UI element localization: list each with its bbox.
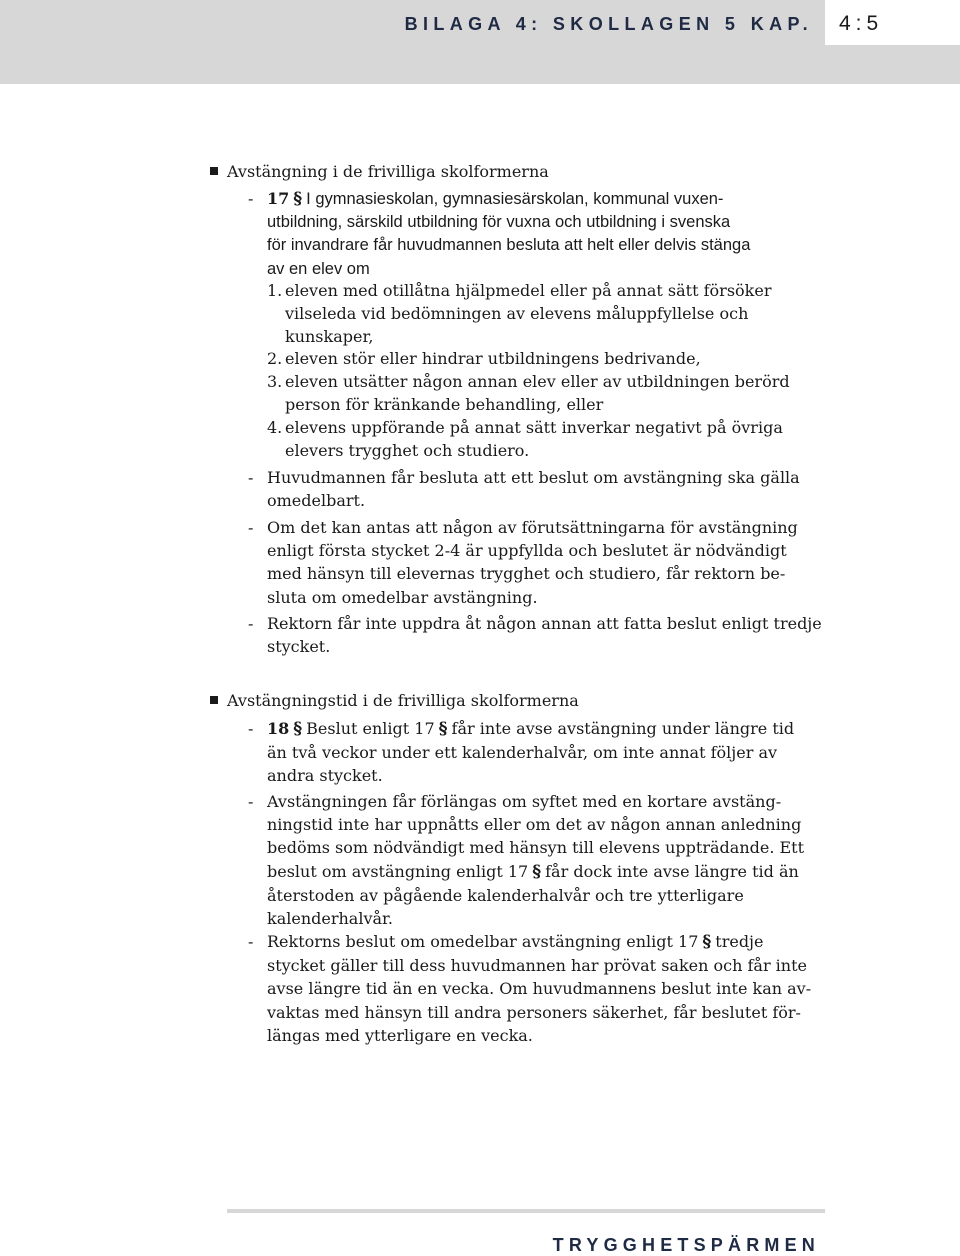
section-heading-text: Avstängning i de frivilliga skolformerna bbox=[227, 162, 549, 181]
section-sign-icon: § bbox=[438, 719, 448, 739]
text-line: Avstängningen får förlängas om syftet med en kortare avstäng- bbox=[267, 792, 782, 811]
text-line: kalenderhalvår. bbox=[267, 909, 393, 929]
footer-title: TRYGGHETSPÄRMEN bbox=[552, 1235, 820, 1255]
text-line: bedöms som nödvändigt med hänsyn till elevens uppträdande. Ett bbox=[267, 838, 805, 858]
bullet-square-icon bbox=[210, 167, 218, 175]
header-title: BILAGA 4: SKOLLAGEN 5 KAP. bbox=[404, 14, 813, 34]
text-line: sluta om omedelbar avstängning. bbox=[267, 587, 538, 607]
text-line: än två veckor under ett kalenderhalvår, om inte annat följer av bbox=[267, 743, 778, 763]
text-line: elevens uppförande på annat sätt inverkar negativt på övriga bbox=[285, 418, 783, 437]
footer-divider bbox=[227, 1209, 825, 1213]
text-line: vaktas med hänsyn till andra personers säkerhet, får beslutet för- bbox=[267, 1002, 801, 1022]
text-line: vilseleda vid bedömningen av elevens måluppfyllelse och bbox=[285, 304, 749, 324]
text-line: enligt första stycket 2-4 är uppfyllda och beslutet är nödvändigt bbox=[267, 541, 787, 561]
text-line: person för kränkande behandling, eller bbox=[285, 395, 604, 415]
dash-bullet: - bbox=[248, 932, 254, 951]
text-line: återstoden av pågående kalenderhalvår och tre ytterligare bbox=[267, 885, 744, 905]
section-sign-icon: § bbox=[293, 189, 303, 209]
page-number: 4:5 bbox=[839, 12, 884, 35]
text-line: stycket gäller till dess huvudmannen har prövat saken och får inte bbox=[267, 956, 807, 976]
text-line: utbildning, särskild utbildning för vuxna och utbildning i svenska bbox=[267, 213, 731, 232]
text-line: avse längre tid än en vecka. Om huvudmannens beslut inte kan av- bbox=[267, 979, 812, 999]
text-line: stycket. bbox=[267, 637, 331, 657]
dash-bullet: - bbox=[248, 719, 254, 738]
text-line: eleven utsätter någon annan elev eller av utbildningen berörd bbox=[285, 372, 790, 391]
dash-bullet: - bbox=[248, 468, 254, 487]
dash-bullet: - bbox=[248, 518, 254, 537]
text-line: får inte avse avstängning under längre tid bbox=[451, 719, 795, 738]
list-number: 2. bbox=[267, 349, 283, 368]
header-band bbox=[0, 0, 960, 84]
text-line: längas med ytterligare en vecka. bbox=[267, 1025, 533, 1045]
text-line: andra stycket. bbox=[267, 766, 383, 786]
text-line: Rektorn får inte uppdra åt någon annan att fatta beslut enligt tredje bbox=[267, 614, 822, 633]
list-number: 4. bbox=[267, 418, 283, 437]
bullet-square-icon bbox=[210, 696, 218, 704]
text-line: beslut om avstängning enligt 17 bbox=[267, 861, 529, 881]
text-line: Beslut enligt 17 bbox=[306, 719, 435, 738]
text-line: kunskaper, bbox=[285, 327, 374, 347]
text-line: Om det kan antas att någon av förutsättningarna för avstängning bbox=[267, 518, 798, 537]
text-line: eleven stör eller hindrar utbildningens bedrivande, bbox=[285, 349, 701, 368]
page-number-box bbox=[825, 0, 960, 45]
paragraph-number: 18 bbox=[267, 719, 290, 738]
text-line: får dock inte avse längre tid än bbox=[545, 861, 799, 881]
section-heading bbox=[227, 689, 579, 712]
paragraph-17-text bbox=[267, 187, 837, 281]
dash-bullet: - bbox=[248, 792, 254, 811]
dash-bullet: - bbox=[248, 189, 254, 208]
text-line: eleven med otillåtna hjälpmedel eller på annat sätt försöker bbox=[285, 281, 772, 300]
dash-bullet: - bbox=[248, 614, 254, 633]
list-number: 3. bbox=[267, 372, 283, 391]
text-line: I gymnasieskolan, gymnasiesärskolan, kommunal vuxen- bbox=[306, 190, 724, 208]
text-line: ningstid inte har uppnåtts eller om det av någon annan anledning bbox=[267, 815, 802, 835]
section-sign-icon: § bbox=[293, 719, 303, 739]
list-number: 1. bbox=[267, 281, 283, 300]
paragraph-number: 17 bbox=[267, 189, 290, 208]
section-sign-icon: § bbox=[532, 861, 542, 882]
text-line: för invandrare får huvudmannen besluta att helt eller delvis stänga bbox=[267, 236, 751, 255]
text-line: Rektorns beslut om omedelbar avstängning enligt 17 bbox=[267, 932, 699, 951]
text-line: tredje bbox=[715, 932, 764, 951]
text-line: Huvudmannen får besluta att ett beslut om avstängning ska gälla bbox=[267, 468, 800, 487]
text-line: av en elev om bbox=[267, 259, 370, 278]
text-line: med hänsyn till elevernas trygghet och studiero, får rektorn be- bbox=[267, 564, 786, 584]
section-sign-icon: § bbox=[702, 932, 712, 952]
text-line: elevers trygghet och studiero. bbox=[285, 441, 530, 461]
section-heading bbox=[227, 160, 549, 183]
section-heading-text: Avstängningstid i de frivilliga skolformerna bbox=[227, 691, 579, 710]
text-line: omedelbart. bbox=[267, 491, 366, 511]
